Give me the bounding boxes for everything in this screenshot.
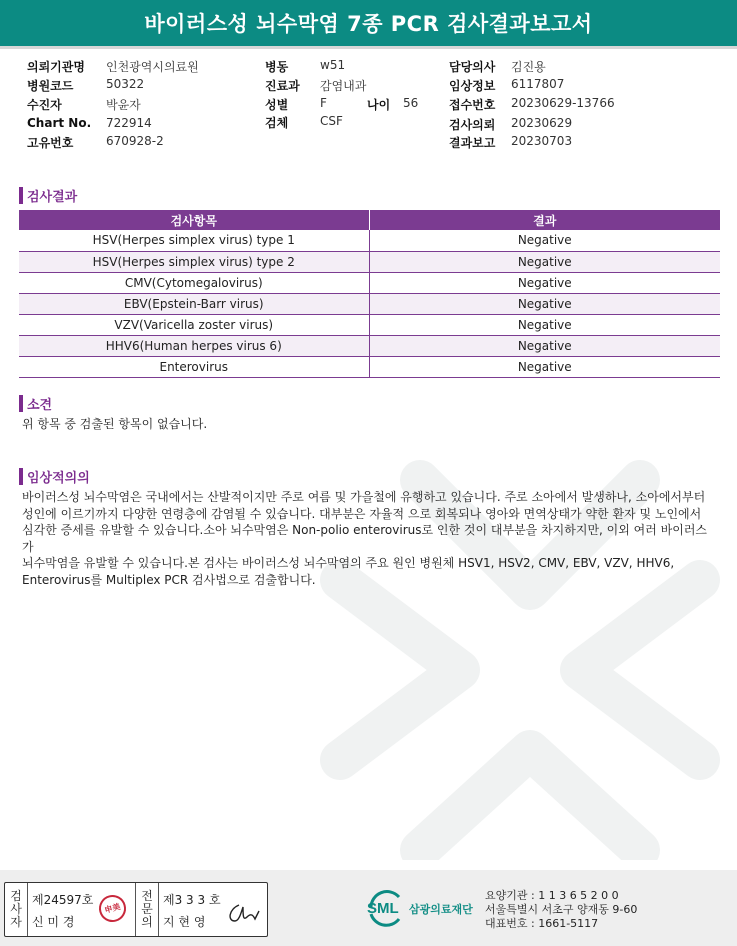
clinical-significance-heading-text: 임상적의의	[27, 471, 90, 486]
age-label: 나이	[367, 98, 391, 112]
department-label: 진료과	[265, 79, 300, 93]
findings-text: 위 항목 중 검출된 항목이 없습니다.	[22, 417, 208, 431]
results-table	[19, 210, 720, 378]
hospital-value: 인천광역시의료원	[106, 60, 199, 74]
results-heading-text: 검사결과	[27, 190, 78, 205]
hospital-label: 의뢰기관명	[27, 60, 85, 74]
section-marker	[19, 187, 23, 204]
table-row	[19, 272, 720, 293]
chart-no-value: 722914	[106, 116, 152, 130]
report-title: 바이러스성 뇌수막염 7종 PCR 검사결과보고서	[0, 0, 737, 49]
clinical-info-label: 임상정보	[449, 79, 496, 93]
test-result: Negative	[369, 293, 720, 314]
table-row	[19, 251, 720, 272]
specialist-name: 지 현 영	[163, 915, 206, 929]
signature-icon	[225, 901, 261, 925]
tester-vertical-label: 검 사 자	[10, 889, 22, 929]
clinical-significance-heading	[19, 467, 90, 486]
ward-value: w51	[320, 58, 346, 72]
test-item: EBV(Epstein-Barr virus)	[19, 293, 369, 314]
findings-heading-text: 소견	[27, 398, 53, 413]
table-row	[19, 335, 720, 356]
unique-no-label: 고유번호	[27, 136, 74, 150]
sex-label: 성별	[265, 98, 289, 112]
test-item: CMV(Cytomegalovirus)	[19, 272, 369, 293]
signature-box	[4, 882, 268, 937]
test-result: Negative	[369, 314, 720, 335]
hospital-code-label: 병원코드	[27, 79, 74, 93]
column-header-item: 검사항목	[19, 210, 369, 230]
patient-label: 수진자	[27, 98, 62, 112]
hospital-code-value: 50322	[106, 77, 145, 91]
unique-no-value: 670928-2	[106, 134, 164, 148]
report-date-value: 20230703	[511, 134, 573, 148]
tester-license: 제24597호	[32, 893, 94, 907]
test-item: HSV(Herpes simplex virus) type 2	[19, 251, 369, 272]
divider	[158, 883, 159, 936]
paragraph-line: 심각한 증세를 유발할 수 있습니다.소아 뇌수막염은 Non-polio enterovirus로 인한 것이 대부분을 차지하지만, 이외 여러 바이러스가	[22, 523, 708, 554]
table-row	[19, 230, 720, 251]
findings-heading	[19, 394, 52, 413]
paragraph-line: 뇌수막염을 유발할 수 있습니다.본 검사는 바이러스성 뇌수막염의 주요 원인 병원체 HSV1, HSV2, CMV, EBV, VZV, HHV6,	[22, 556, 675, 570]
test-result: Negative	[369, 356, 720, 377]
table-header-row	[19, 210, 720, 230]
logo-text: SML	[367, 900, 399, 917]
org-name: 삼광의료재단	[409, 903, 473, 916]
test-result: Negative	[369, 251, 720, 272]
divider	[27, 883, 28, 936]
results-heading	[19, 186, 77, 205]
patient-value: 박윤자	[106, 98, 141, 112]
seal-stamp-icon: 申美	[96, 892, 129, 925]
ward-label: 병동	[265, 60, 289, 74]
specialist-license: 제3 3 3 호	[163, 893, 221, 907]
sml-logo-icon	[365, 888, 480, 928]
table-row	[19, 356, 720, 377]
address-line: 서울특별시 서초구 양재동 9-60	[485, 903, 638, 916]
test-result: Negative	[369, 272, 720, 293]
patient-info	[0, 55, 737, 155]
chart-no-label: Chart No.	[27, 116, 92, 130]
watermark-cross-icon	[300, 420, 737, 860]
test-item: HSV(Herpes simplex virus) type 1	[19, 230, 369, 251]
doctor-value: 김진용	[511, 60, 546, 74]
age-value: 56	[403, 96, 419, 110]
specimen-value: CSF	[320, 114, 343, 128]
report-date-label: 결과보고	[449, 136, 496, 150]
receipt-no-label: 접수번호	[449, 98, 496, 112]
test-item: Enterovirus	[19, 356, 369, 377]
paragraph-line: 바이러스성 뇌수막염은 국내에서는 산발적이지만 주로 여름 및 가을철에 유행하고 있습니다. 주로 소아에서 발생하나, 소아에서부터	[22, 490, 706, 504]
receipt-no-value: 20230629-13766	[511, 96, 615, 110]
test-result: Negative	[369, 335, 720, 356]
address-block	[485, 889, 637, 931]
paragraph-line: Enterovirus를 Multiplex PCR 검사법으로 검출합니다.	[22, 572, 316, 587]
department-value: 감염내과	[320, 79, 367, 93]
table-row	[19, 293, 720, 314]
column-header-result: 결과	[369, 210, 720, 230]
clinical-info-value: 6117807	[511, 77, 565, 91]
address-line: 대표번호 : 1661-5117	[485, 917, 599, 930]
section-marker	[19, 468, 23, 485]
request-date-label: 검사의뢰	[449, 118, 496, 132]
table-row	[19, 314, 720, 335]
specimen-label: 검체	[265, 116, 289, 130]
divider	[135, 883, 136, 936]
doctor-label: 담당의사	[449, 60, 496, 74]
sex-value: F	[320, 96, 327, 110]
address-line: 요양기관 : 1 1 3 6 5 2 0 0	[485, 889, 619, 902]
test-item: VZV(Varicella zoster virus)	[19, 314, 369, 335]
test-result: Negative	[369, 230, 720, 251]
request-date-value: 20230629	[511, 116, 573, 130]
specialist-vertical-label: 전 문 의	[141, 889, 153, 929]
paragraph-line: 성인에 이르기까지 다양한 연령층에 감염될 수 있습니다. 대부분은 자율적 으로 회복되나 영아와 면역상태가 약한 환자 및 노인에서	[22, 506, 702, 521]
clinical-significance-text	[22, 489, 712, 588]
test-item: HHV6(Human herpes virus 6)	[19, 335, 369, 356]
section-marker	[19, 395, 23, 412]
tester-name: 신 미 경	[32, 915, 75, 929]
